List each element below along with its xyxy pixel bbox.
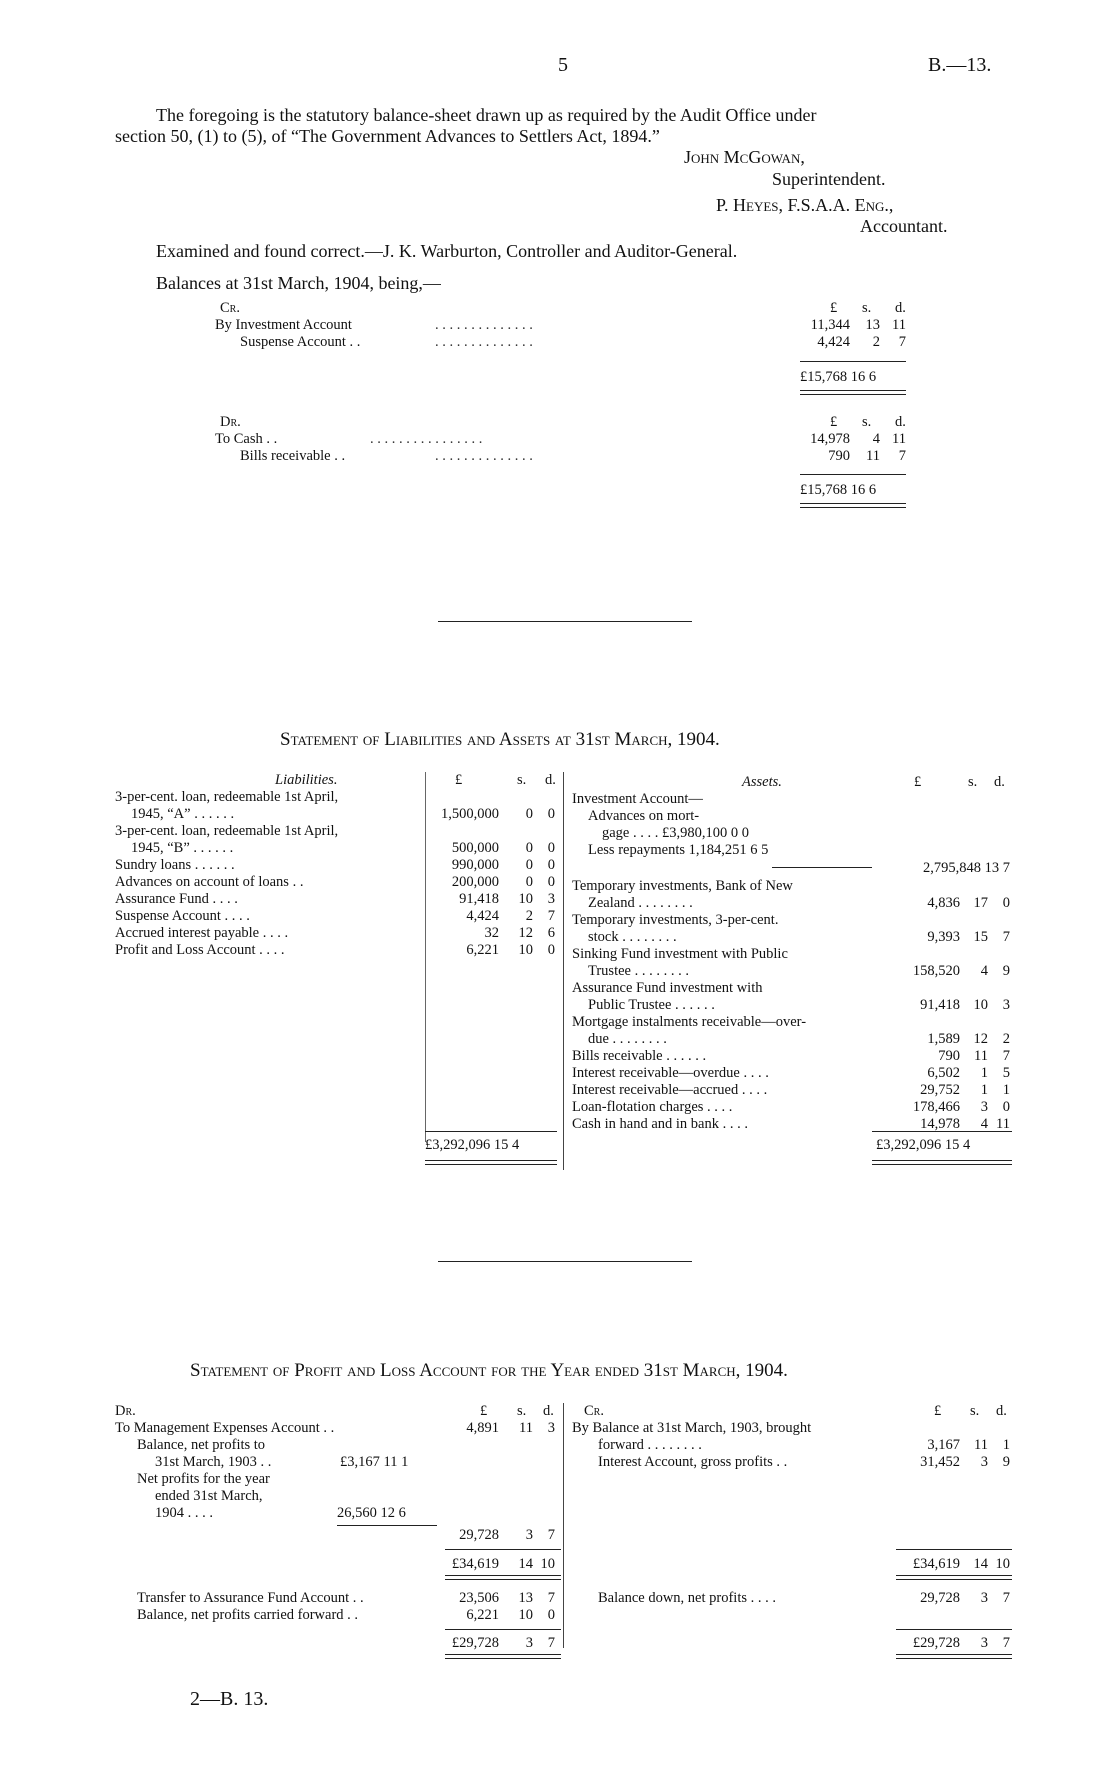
row-label: Bills receivable . . [240,448,346,464]
dr-total-row [115,1556,561,1573]
line-pounds: 3,167 [927,1437,960,1453]
line-pence: 9 [1002,1454,1010,1470]
line-pounds: 29,728 [459,1527,499,1543]
liability-line [115,823,561,840]
line-text: To Management Expenses Account . . [115,1420,335,1436]
line-pence: 0 [547,1607,555,1623]
asset-line [572,946,1012,963]
line-text: 3-per-cent. loan, redeemable 1st April, [115,789,339,805]
line-shillings: 10 [973,997,988,1013]
less-repayments: Less repayments 1,184,251 6 5 [588,842,769,858]
liability-line [115,789,561,806]
advances-label-1: Advances on mort- [588,808,700,824]
investment-account-label: Investment Account— [572,791,703,807]
cr-row-suspense [210,334,916,351]
row-leaders: . . . . . . . . . . . . . . [435,317,533,333]
liability-line [115,891,561,908]
pence-head: d. [543,1403,554,1419]
line-text: Assurance Fund . . . . [115,891,238,907]
line-text: Transfer to Assurance Fund Account . . [137,1590,364,1606]
cr-total-rule-2 [896,1654,1012,1659]
line-pence: 1 [1002,1082,1010,1098]
investment-total: 2,795,848 13 7 [923,860,1010,876]
line-text: Temporary investments, Bank of New [572,878,793,894]
asset-line [572,1014,1012,1031]
line-shillings: 3 [980,1454,988,1470]
liabilities-subtotal-rule [425,1131,557,1132]
line-pence: 7 [1002,1048,1010,1064]
line-text: Loan-flotation charges . . . . [572,1099,733,1115]
line-pounds: £34,619 [912,1556,960,1572]
net-profits-amount: 26,560 12 6 [337,1505,406,1521]
profit-loss-cr [572,1403,1012,1653]
shillings-head: s. [517,772,527,788]
pence-head: d. [994,774,1005,790]
line-shillings: 3 [980,1099,988,1115]
line-text: forward . . . . . . . . [598,1437,702,1453]
row-pence: 7 [898,334,906,350]
line-pounds: 790 [938,1048,960,1064]
pounds-head: £ [830,414,838,430]
line-pence: 0 [1002,1099,1010,1115]
pence-head: d. [545,772,556,788]
line-pence: 0 [547,874,555,890]
balance-brought-row [572,1437,1012,1454]
line-pounds: 6,221 [466,942,499,958]
line-shillings: 13 [518,1590,533,1606]
line-text: 1945, “A” . . . . . . [131,806,235,822]
pounds-head: £ [914,774,922,790]
liabilities-column [115,772,561,1172]
line-pence: 3 [547,891,555,907]
row-pounds: 790 [828,448,850,464]
line-pence: 7 [1002,929,1010,945]
line-pence: 0 [547,840,555,856]
net-profits-rule [337,1525,437,1526]
line-shillings: 10 [518,1607,533,1623]
line-pounds: 91,418 [459,891,499,907]
liability-line [115,806,561,823]
row-shillings: 2 [872,334,880,350]
asset-line [572,1082,1012,1099]
line-pounds: 23,506 [459,1590,499,1606]
liability-line [115,925,561,942]
line-pence: 11 [996,1116,1010,1132]
dr-label: Dr. [220,414,241,430]
shillings-head: s. [862,300,872,316]
line-shillings: 2 [525,908,533,924]
management-expenses-row [115,1420,561,1437]
line-shillings: 10 [518,891,533,907]
liability-line [115,908,561,925]
signatory-name-2: P. Heyes, F.S.A.A. Eng., [716,195,894,215]
line-pence: 10 [995,1556,1010,1572]
line-pounds: 91,418 [920,997,960,1013]
row-label: To Cash . . [215,431,278,447]
pence-head: d. [895,414,906,430]
line-pence: 0 [547,857,555,873]
advances-label-2: gage . . . . £3,980,100 0 0 [602,825,749,841]
line-text: Zealand . . . . . . . . [588,895,693,911]
line-text: Balance, net profits carried forward . . [137,1607,359,1623]
line-pence: 7 [547,908,555,924]
line-shillings: 3 [980,1635,988,1651]
line-shillings: 11 [974,1437,988,1453]
line-text: Interest Account, gross profits . . [598,1454,788,1470]
row-shillings: 13 [865,317,880,333]
asset-line [572,912,1012,929]
line-text: Sundry loans . . . . . . [115,857,235,873]
line-pounds: 4,836 [927,895,960,911]
intro-line-2: section 50, (1) to (5), of “The Government Advances to Settlers Act, 1894.” [115,126,660,146]
dr-total-row-2 [115,1635,561,1652]
asset-line [572,1099,1012,1116]
pounds-head: £ [830,300,838,316]
line-pounds: £29,728 [451,1635,499,1651]
liabilities-total: £3,292,096 15 4 [425,1137,520,1153]
line-text: Cash in hand and in bank . . . . [572,1116,748,1132]
examined-line: Examined and found correct.—J. K. Warburton, Controller and Auditor-General. [156,241,738,261]
investment-subtotal-rule [772,867,872,868]
interest-account-row [572,1454,1012,1471]
line-shillings: 3 [525,1527,533,1543]
line-pounds: 1,589 [927,1031,960,1047]
balance-forward-row [115,1607,561,1624]
liabilities-amount-rule [425,772,426,1142]
line-shillings: 1 [980,1082,988,1098]
line-text: Balance down, net profits . . . . [598,1590,776,1606]
pence-head: d. [895,300,906,316]
dr-total-rule-2 [445,1654,561,1659]
line-pounds: 29,752 [920,1082,960,1098]
line-pounds: 1,500,000 [441,806,499,822]
shillings-head: s. [968,774,978,790]
row-pounds: 14,978 [810,431,850,447]
line-text: Advances on account of loans . . [115,874,304,890]
dr-label: Dr. [115,1403,136,1419]
line-pounds: 4,891 [466,1420,499,1436]
line-shillings: 0 [525,840,533,856]
row-pence: 7 [898,448,906,464]
balances-cr-block [210,300,916,360]
line-pounds: 178,466 [912,1099,960,1115]
cr-subtotal-rule-2 [896,1629,1012,1630]
section-separator-2 [438,1261,692,1262]
line-shillings: 3 [980,1590,988,1606]
asset-line [572,997,1012,1014]
line-pence: 5 [1002,1065,1010,1081]
cr-total-row [572,1556,1012,1573]
row-leaders: . . . . . . . . . . . . . . . . [370,431,483,447]
line-pounds: 500,000 [451,840,499,856]
assets-subtotal-rule [872,1131,1012,1132]
cr-total-rule [800,390,906,395]
asset-line [572,980,1012,997]
asset-line [572,878,1012,895]
line-pounds: 6,502 [927,1065,960,1081]
intro-line-1: The foregoing is the statutory balance-sheet drawn up as required by the Audit Office under [156,105,817,125]
line-pounds: 158,520 [912,963,960,979]
row-pounds: 11,344 [810,317,850,333]
asset-line [572,1065,1012,1082]
pounds-head: £ [480,1403,488,1419]
assets-heading: Assets. [742,774,782,790]
row-pounds: 4,424 [817,334,850,350]
net-profits-label-2: ended 31st March, [155,1488,263,1504]
cr-subtotal-rule [800,361,906,362]
line-pence: 9 [1002,963,1010,979]
shillings-head: s. [517,1403,527,1419]
line-pence: 7 [547,1527,555,1543]
section-separator-1 [438,621,692,622]
line-pounds: £34,619 [451,1556,499,1572]
dr-total: £15,768 16 6 [800,482,877,498]
line-text: stock . . . . . . . . [588,929,677,945]
line-shillings: 0 [525,806,533,822]
balances-dr-block [210,414,916,474]
line-pence: 7 [547,1635,555,1651]
liabilities-heading: Liabilities. [275,772,338,788]
line-shillings: 11 [519,1420,533,1436]
row-leaders: . . . . . . . . . . . . . . [435,448,533,464]
liability-line [115,857,561,874]
row-pence: 11 [892,431,906,447]
line-text: 3-per-cent. loan, redeemable 1st April, [115,823,339,839]
line-pence: 3 [1002,997,1010,1013]
balances-line: Balances at 31st March, 1904, being,— [156,273,441,293]
line-pence: 1 [1002,1437,1010,1453]
signatory-title-1: Superintendent. [772,169,886,189]
line-text: Suspense Account . . . . [115,908,250,924]
line-text: 1945, “B” . . . . . . [131,840,234,856]
dr-row-bills [210,448,916,465]
net-profits-label-3: 1904 . . . . [155,1505,213,1521]
shillings-head: s. [862,414,872,430]
line-shillings: 10 [518,942,533,958]
line-text: Bills receivable . . . . . . [572,1048,707,1064]
balance-net-profits-amount: £3,167 11 1 [340,1454,409,1470]
row-pence: 11 [892,317,906,333]
line-text: Temporary investments, 3-per-cent. [572,912,779,928]
line-text: Interest receivable—accrued . . . . [572,1082,768,1098]
cr-label: Cr. [584,1403,604,1419]
document-reference: B.—13. [928,54,992,76]
line-shillings: 12 [973,1031,988,1047]
line-pence: 3 [547,1420,555,1436]
pence-head: d. [996,1403,1007,1419]
dr-total-rule [445,1575,561,1580]
dr-total-rule [800,503,906,508]
line-pounds: 14,978 [920,1116,960,1132]
balance-net-profits-label-2: 31st March, 1903 . . [155,1454,272,1470]
line-shillings: 14 [518,1556,533,1572]
liability-line [115,874,561,891]
asset-line [572,929,1012,946]
profit-loss-title: Statement of Profit and Loss Account for the Year ended 31st March, 1904. [190,1360,788,1381]
net-profits-label-1: Net profits for the year [137,1471,270,1487]
line-pounds: 990,000 [451,857,499,873]
line-pence: 10 [540,1556,555,1572]
page-number: 5 [558,54,568,76]
assets-total: £3,292,096 15 4 [876,1137,971,1153]
line-text: due . . . . . . . . [588,1031,667,1047]
line-shillings: 0 [525,874,533,890]
liability-line [115,840,561,857]
line-pence: 0 [1002,895,1010,911]
line-shillings: 4 [980,963,988,979]
liabilities-assets-divider [563,772,564,1170]
dr-subtotal-rule [800,474,906,475]
line-text: Mortgage instalments receivable—over- [572,1014,807,1030]
asset-line [572,963,1012,980]
liabilities-total-rule [425,1160,557,1165]
asset-line [572,895,1012,912]
row-label: By Investment Account [215,317,352,333]
line-pounds: 32 [484,925,499,941]
dr-row-cash [210,431,916,448]
row-shillings: 11 [866,448,880,464]
dr-subtotal-rule-2 [445,1629,561,1630]
cr-total: £15,768 16 6 [800,369,877,385]
line-pence: 2 [1002,1031,1010,1047]
transfer-row [115,1590,561,1607]
line-pounds: 4,424 [466,908,499,924]
pounds-head: £ [934,1403,942,1419]
row-shillings: 4 [872,431,880,447]
line-text: Assurance Fund investment with [572,980,763,996]
line-text: Profit and Loss Account . . . . [115,942,285,958]
line-pounds: 6,221 [466,1607,499,1623]
cr-row-investment [210,317,916,334]
signatory-name-1: John McGowan, [684,147,805,167]
cr-subtotal-rule [896,1549,1012,1550]
asset-line [572,1031,1012,1048]
cr-total-row-2 [572,1635,1012,1652]
row-label: Suspense Account . . [240,334,361,350]
profit-loss-dr [115,1403,561,1653]
row-leaders: . . . . . . . . . . . . . . [435,334,533,350]
line-text: Sinking Fund investment with Public [572,946,788,962]
line-text: Trustee . . . . . . . . [588,963,689,979]
line-shillings: 0 [525,857,533,873]
footer-signature: 2—B. 13. [190,1688,269,1710]
signatory-title-2: Accountant. [860,216,948,236]
assets-column [572,772,1012,1172]
line-shillings: 3 [525,1635,533,1651]
line-shillings: 17 [973,895,988,911]
line-text: Interest receivable—overdue . . . . [572,1065,769,1081]
line-shillings: 12 [518,925,533,941]
line-pence: 7 [1002,1590,1010,1606]
line-shillings: 4 [980,1116,988,1132]
assets-total-rule [872,1160,1012,1165]
liabilities-assets-title: Statement of Liabilities and Assets at 31st March, 1904. [280,729,720,750]
balance-net-profits-label-1: Balance, net profits to [137,1437,266,1453]
shillings-head: s. [970,1403,980,1419]
pounds-head: £ [455,772,463,788]
balance-down-row [572,1590,1012,1607]
line-pounds: £29,728 [912,1635,960,1651]
line-shillings: 1 [980,1065,988,1081]
balance-brought-label-1: By Balance at 31st March, 1903, brought [572,1420,812,1436]
line-shillings: 14 [973,1556,988,1572]
line-pounds: 29,728 [920,1590,960,1606]
line-pounds: 200,000 [451,874,499,890]
line-text: Accrued interest payable . . . . [115,925,289,941]
line-pence: 7 [547,1590,555,1606]
net-profits-total-row [115,1527,561,1544]
line-shillings: 15 [973,929,988,945]
dr-subtotal-rule [445,1549,561,1550]
line-shillings: 11 [974,1048,988,1064]
line-pence: 0 [547,942,555,958]
profit-loss-divider [563,1403,564,1648]
line-text: Public Trustee . . . . . . [588,997,715,1013]
line-pounds: 31,452 [920,1454,960,1470]
liability-line [115,942,561,959]
asset-line [572,1048,1012,1065]
line-pence: 7 [1002,1635,1010,1651]
line-pence: 6 [547,925,555,941]
cr-label: Cr. [220,300,240,316]
cr-total-rule [896,1575,1012,1580]
line-pence: 0 [547,806,555,822]
line-pounds: 9,393 [927,929,960,945]
